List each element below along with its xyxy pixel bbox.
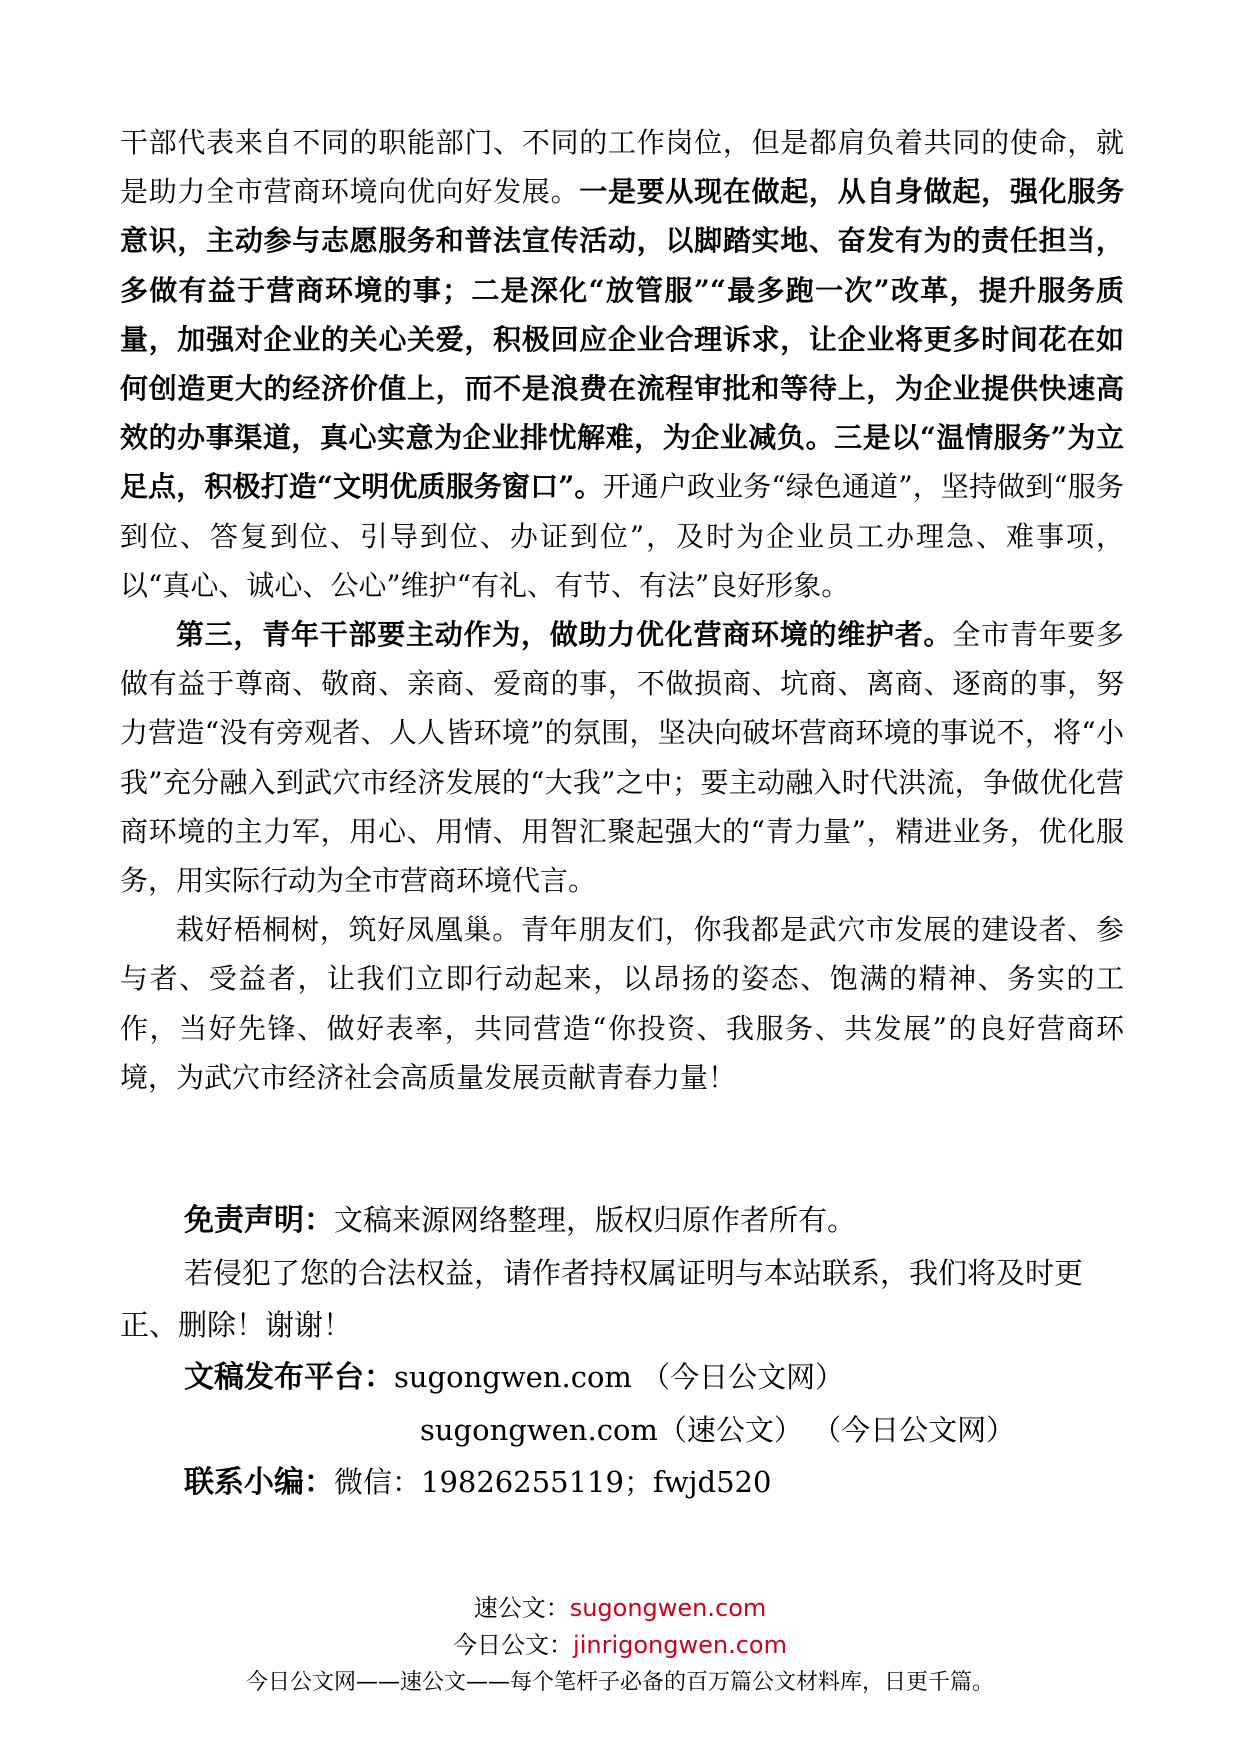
platform-line xyxy=(120,1351,1124,1404)
article-body xyxy=(120,118,1124,1102)
contact-label: 联系小编： xyxy=(184,1465,334,1500)
platform-label: 文稿发布平台： xyxy=(184,1360,394,1395)
disclaimer-text: 文稿来源网络整理，版权归原作者所有。 xyxy=(334,1203,857,1237)
contact-line xyxy=(120,1456,1124,1509)
footer-tagline: 今日公文网——速公文——每个笔杆子必备的百万篇公文材料库，日更千篇。 xyxy=(245,1670,994,1695)
paragraph-2-heading: 第三，青年干部要主动作为，做助力优化营商环境的维护者。 xyxy=(176,618,953,652)
contact-text: 微信：19826255119；fwjd520 xyxy=(334,1465,772,1499)
footer-link-sugongwen[interactable]: sugongwen.com xyxy=(569,1594,767,1622)
disclaimer-label: 免责声明： xyxy=(184,1203,334,1238)
disclaimer-notice: 若侵犯了您的合法权益，请作者持权属证明与本站联系，我们将及时更正、删除！谢谢！ xyxy=(120,1256,1084,1342)
paragraph-1-bold: 一是要从现在做起，从自身做起，强化服务意识，主动参与志愿服务和普法宣传活动，以脚踏实地、奋发有为的责任担当，多做有益于营商环境的事；二是深化“放管服”“最多跑一次”改革，提升服务质量，加强对企业的关心关爱，积极回应企业合理诉求，让企业将更多时间花在如何创造更大的经济价值上，而不是浪费在流程审批和等待上，为企业提供快速高效的办事渠道，真心实意为企业排忧解难，为企业减负。三是以“温情服务”为立足点，积极打造“文明优质服务窗口”。 xyxy=(120,175,1124,504)
footer-label-1: 速公文： xyxy=(473,1594,570,1622)
paragraph-3: 栽好梧桐树，筑好凤凰巢。青年朋友们，你我都是武穴市发展的建设者、参与者、受益者，让我们立即行动起来，以昂扬的姿态、饱满的精神、务实的工作，当好先锋、做好表率，共同营造“你投资、我服务、共发展”的良好营商环境，为武穴市经济社会高质量发展贡献青春力量！ xyxy=(120,913,1124,1094)
disclaimer-section xyxy=(120,1194,1124,1509)
paragraph-1-text-a: 干部代表来自不同的职能部门、不同的工作岗位，但是都肩负着共同的使命，就是助力全市营商环境向优向好发展。 xyxy=(120,126,1124,209)
footer-label-2: 今日公文： xyxy=(453,1631,574,1659)
footer-line-2 xyxy=(0,1627,1240,1664)
platform-url-2: sugongwen.com（速公文） （今日公文网） xyxy=(420,1413,1016,1447)
page-footer xyxy=(0,1590,1240,1701)
footer-line-1 xyxy=(0,1590,1240,1627)
paragraph-2 xyxy=(120,610,1124,905)
paragraph-1 xyxy=(120,118,1124,610)
footer-link-jinrigongwen[interactable]: jinrigongwen.com xyxy=(573,1631,787,1659)
paragraph-1-text-b: 开通户政业务“绿色通道”，坚持做到“服务到位、答复到位、引导到位、办证到位”，及时为企业员工办理急、难事项，以“真心、诚心、公心”维护“有礼、有节、有法”良好形象。 xyxy=(120,470,1124,602)
disclaimer-line xyxy=(120,1194,1124,1247)
platform-url-1: sugongwen.com （今日公文网） xyxy=(394,1360,845,1394)
paragraph-2-text: 全市青年要多做有益于尊商、敬商、亲商、爱商的事，不做损商、坑商、离商、逐商的事，努力营造“没有旁观者、人人皆环境”的氛围，坚决向破坏营商环境的事说不，将“小我”充分融入到武穴市经济发展的“大我”之中；要主动融入时代洪流，争做优化营商环境的主力军，用心、用情、用智汇聚起强大的“青力量”，精进业务，优化服务，用实际行动为全市营商环境代言。 xyxy=(120,618,1124,898)
